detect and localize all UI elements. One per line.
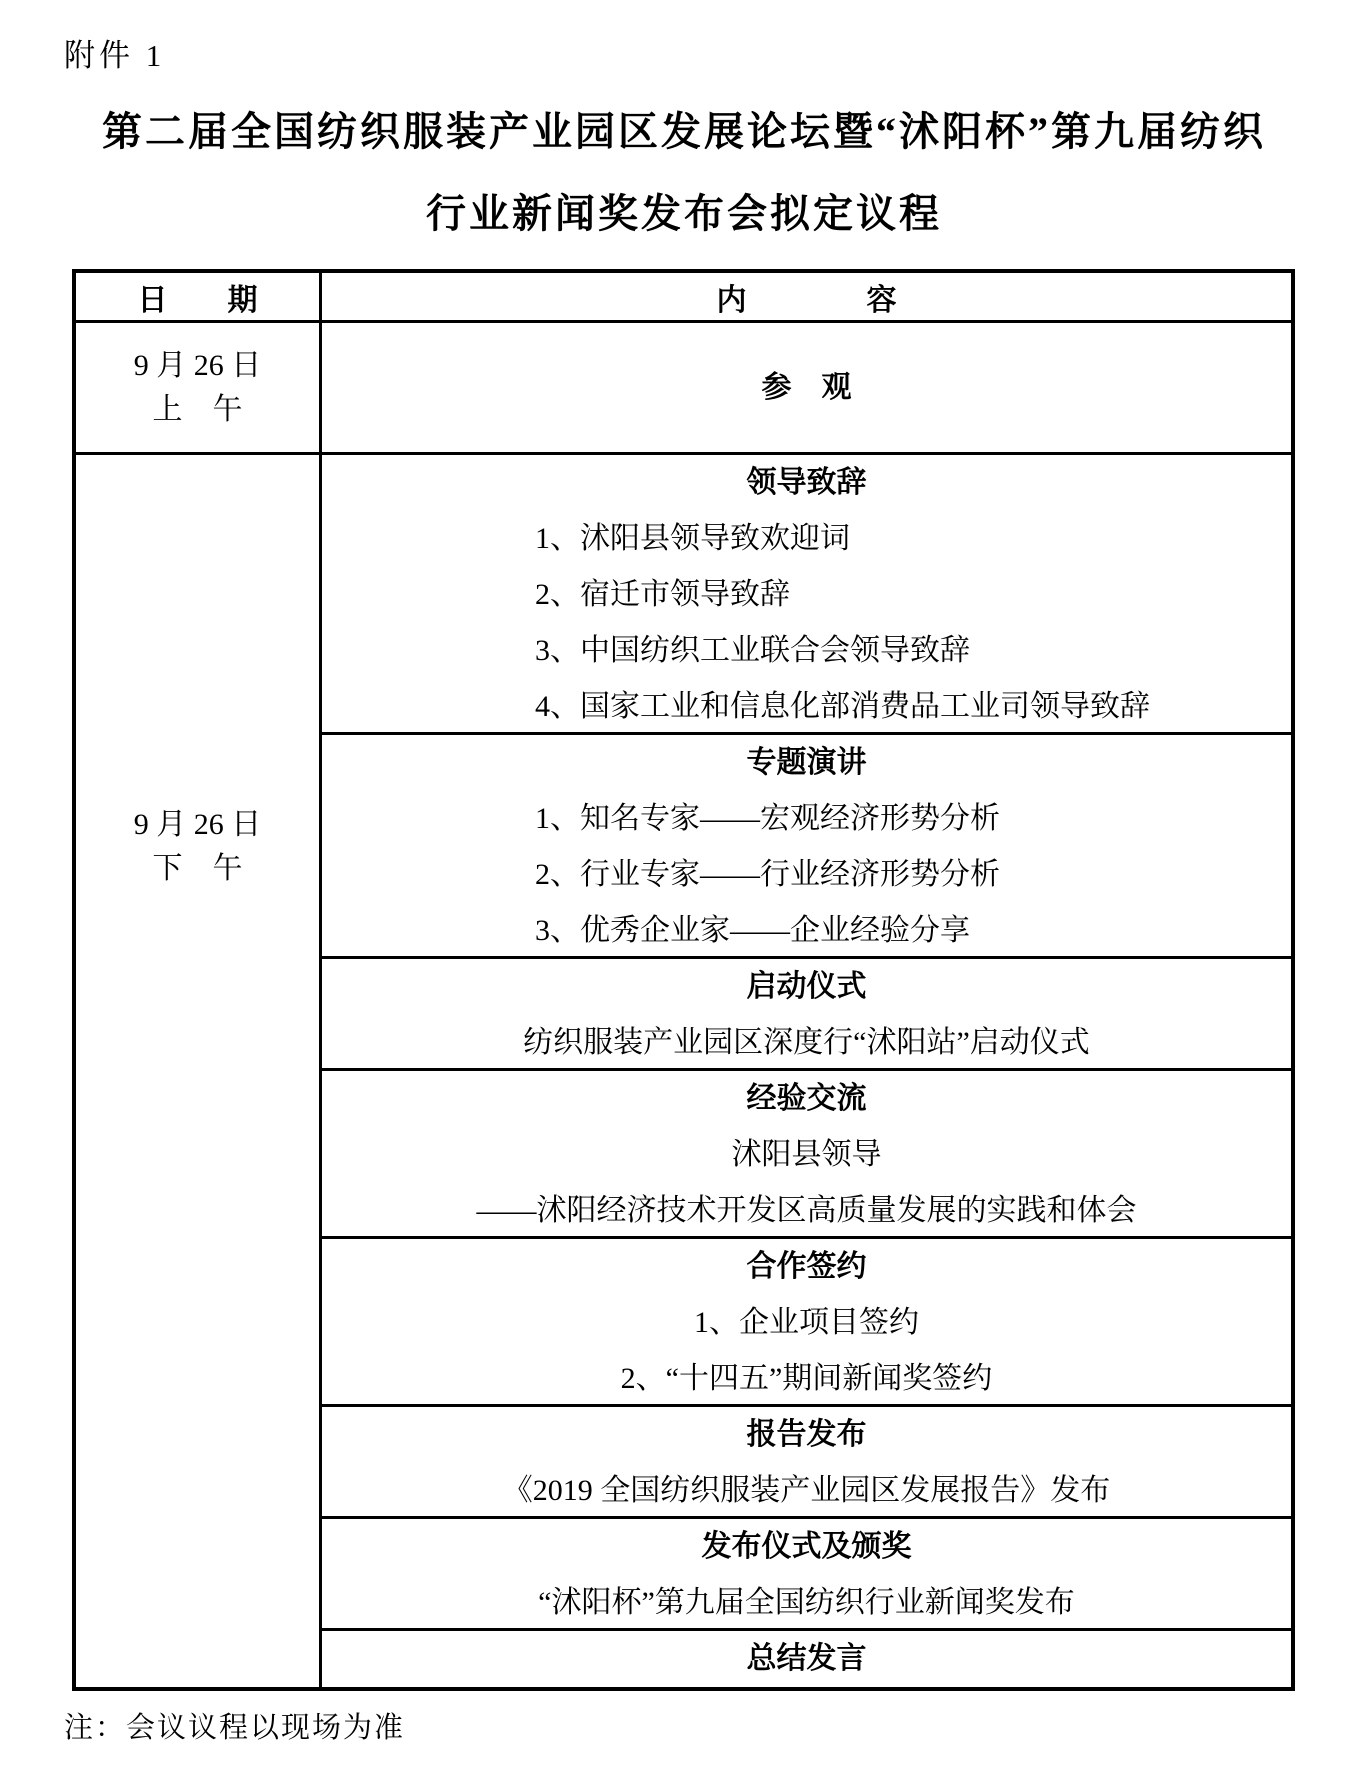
section-title: 专题演讲 (746, 746, 867, 779)
agenda-section (322, 455, 1291, 735)
agenda-section (322, 735, 1291, 959)
agenda-line: 2、行业专家——行业经济形势分析 (535, 858, 1000, 891)
attachment-label: 附件 1 (64, 38, 166, 73)
agenda-section (322, 1239, 1291, 1407)
section-title: 总结发言 (746, 1642, 867, 1675)
section-title: 领导致辞 (746, 466, 867, 499)
agenda-line: ——沭阳经济技术开发区高质量发展的实践和体会 (476, 1194, 1137, 1227)
document-title-line2: 行业新闻奖发布会拟定议程 (426, 191, 942, 236)
agenda-section (322, 1407, 1291, 1519)
header-content-cell: 内 容 (322, 273, 1291, 323)
agenda-line: 纺织服装产业园区深度行“沭阳站”启动仪式 (523, 1026, 1090, 1059)
agenda-line: 3、优秀企业家——企业经验分享 (535, 914, 970, 947)
morning-date-cell (76, 323, 319, 455)
section-title: 合作签约 (746, 1250, 867, 1283)
agenda-line: 2、“十四五”期间新闻奖签约 (620, 1362, 993, 1395)
afternoon-date-cell (76, 455, 319, 1687)
agenda-line: 4、国家工业和信息化部消费品工业司领导致辞 (535, 690, 1150, 723)
agenda-section (322, 1071, 1291, 1239)
afternoon-sections (322, 455, 1291, 1687)
agenda-line: 1、企业项目签约 (694, 1306, 919, 1339)
agenda-section (322, 1631, 1291, 1687)
morning-content-cell: 参 观 (322, 323, 1291, 455)
agenda-line: 2、宿迁市领导致辞 (535, 578, 790, 611)
agenda-line: 《2019 全国纺织服装产业园区发展报告》发布 (502, 1474, 1111, 1507)
agenda-line: 1、沭阳县领导致欢迎词 (535, 522, 850, 555)
date-column (76, 273, 322, 1687)
agenda-section (322, 959, 1291, 1071)
morning-date-line2: 上 午 (152, 392, 243, 426)
document-title (0, 91, 1368, 255)
agenda-line: “沭阳杯”第九届全国纺织行业新闻奖发布 (538, 1586, 1075, 1619)
afternoon-date-line2: 下 午 (152, 852, 243, 885)
section-title: 报告发布 (746, 1418, 867, 1451)
morning-date-line1: 9 月 26 日 (133, 348, 262, 382)
content-column (322, 273, 1291, 1687)
agenda-line: 1、知名专家——宏观经济形势分析 (535, 802, 1000, 835)
header-date-cell: 日 期 (76, 273, 319, 323)
agenda-line: 3、中国纺织工业联合会领导致辞 (535, 634, 970, 667)
footnote: 注：会议议程以现场为准 (64, 1712, 406, 1744)
afternoon-date-line1: 9 月 26 日 (133, 808, 262, 841)
section-title: 启动仪式 (746, 970, 867, 1003)
agenda-section (322, 1519, 1291, 1631)
agenda-table (72, 269, 1295, 1691)
document-title-line1: 第二届全国纺织服装产业园区发展论坛暨“沭阳杯”第九届纺织 (102, 109, 1266, 154)
agenda-line: 沭阳县领导 (731, 1138, 882, 1171)
section-title: 经验交流 (746, 1082, 867, 1115)
section-title: 发布仪式及颁奖 (701, 1530, 912, 1563)
